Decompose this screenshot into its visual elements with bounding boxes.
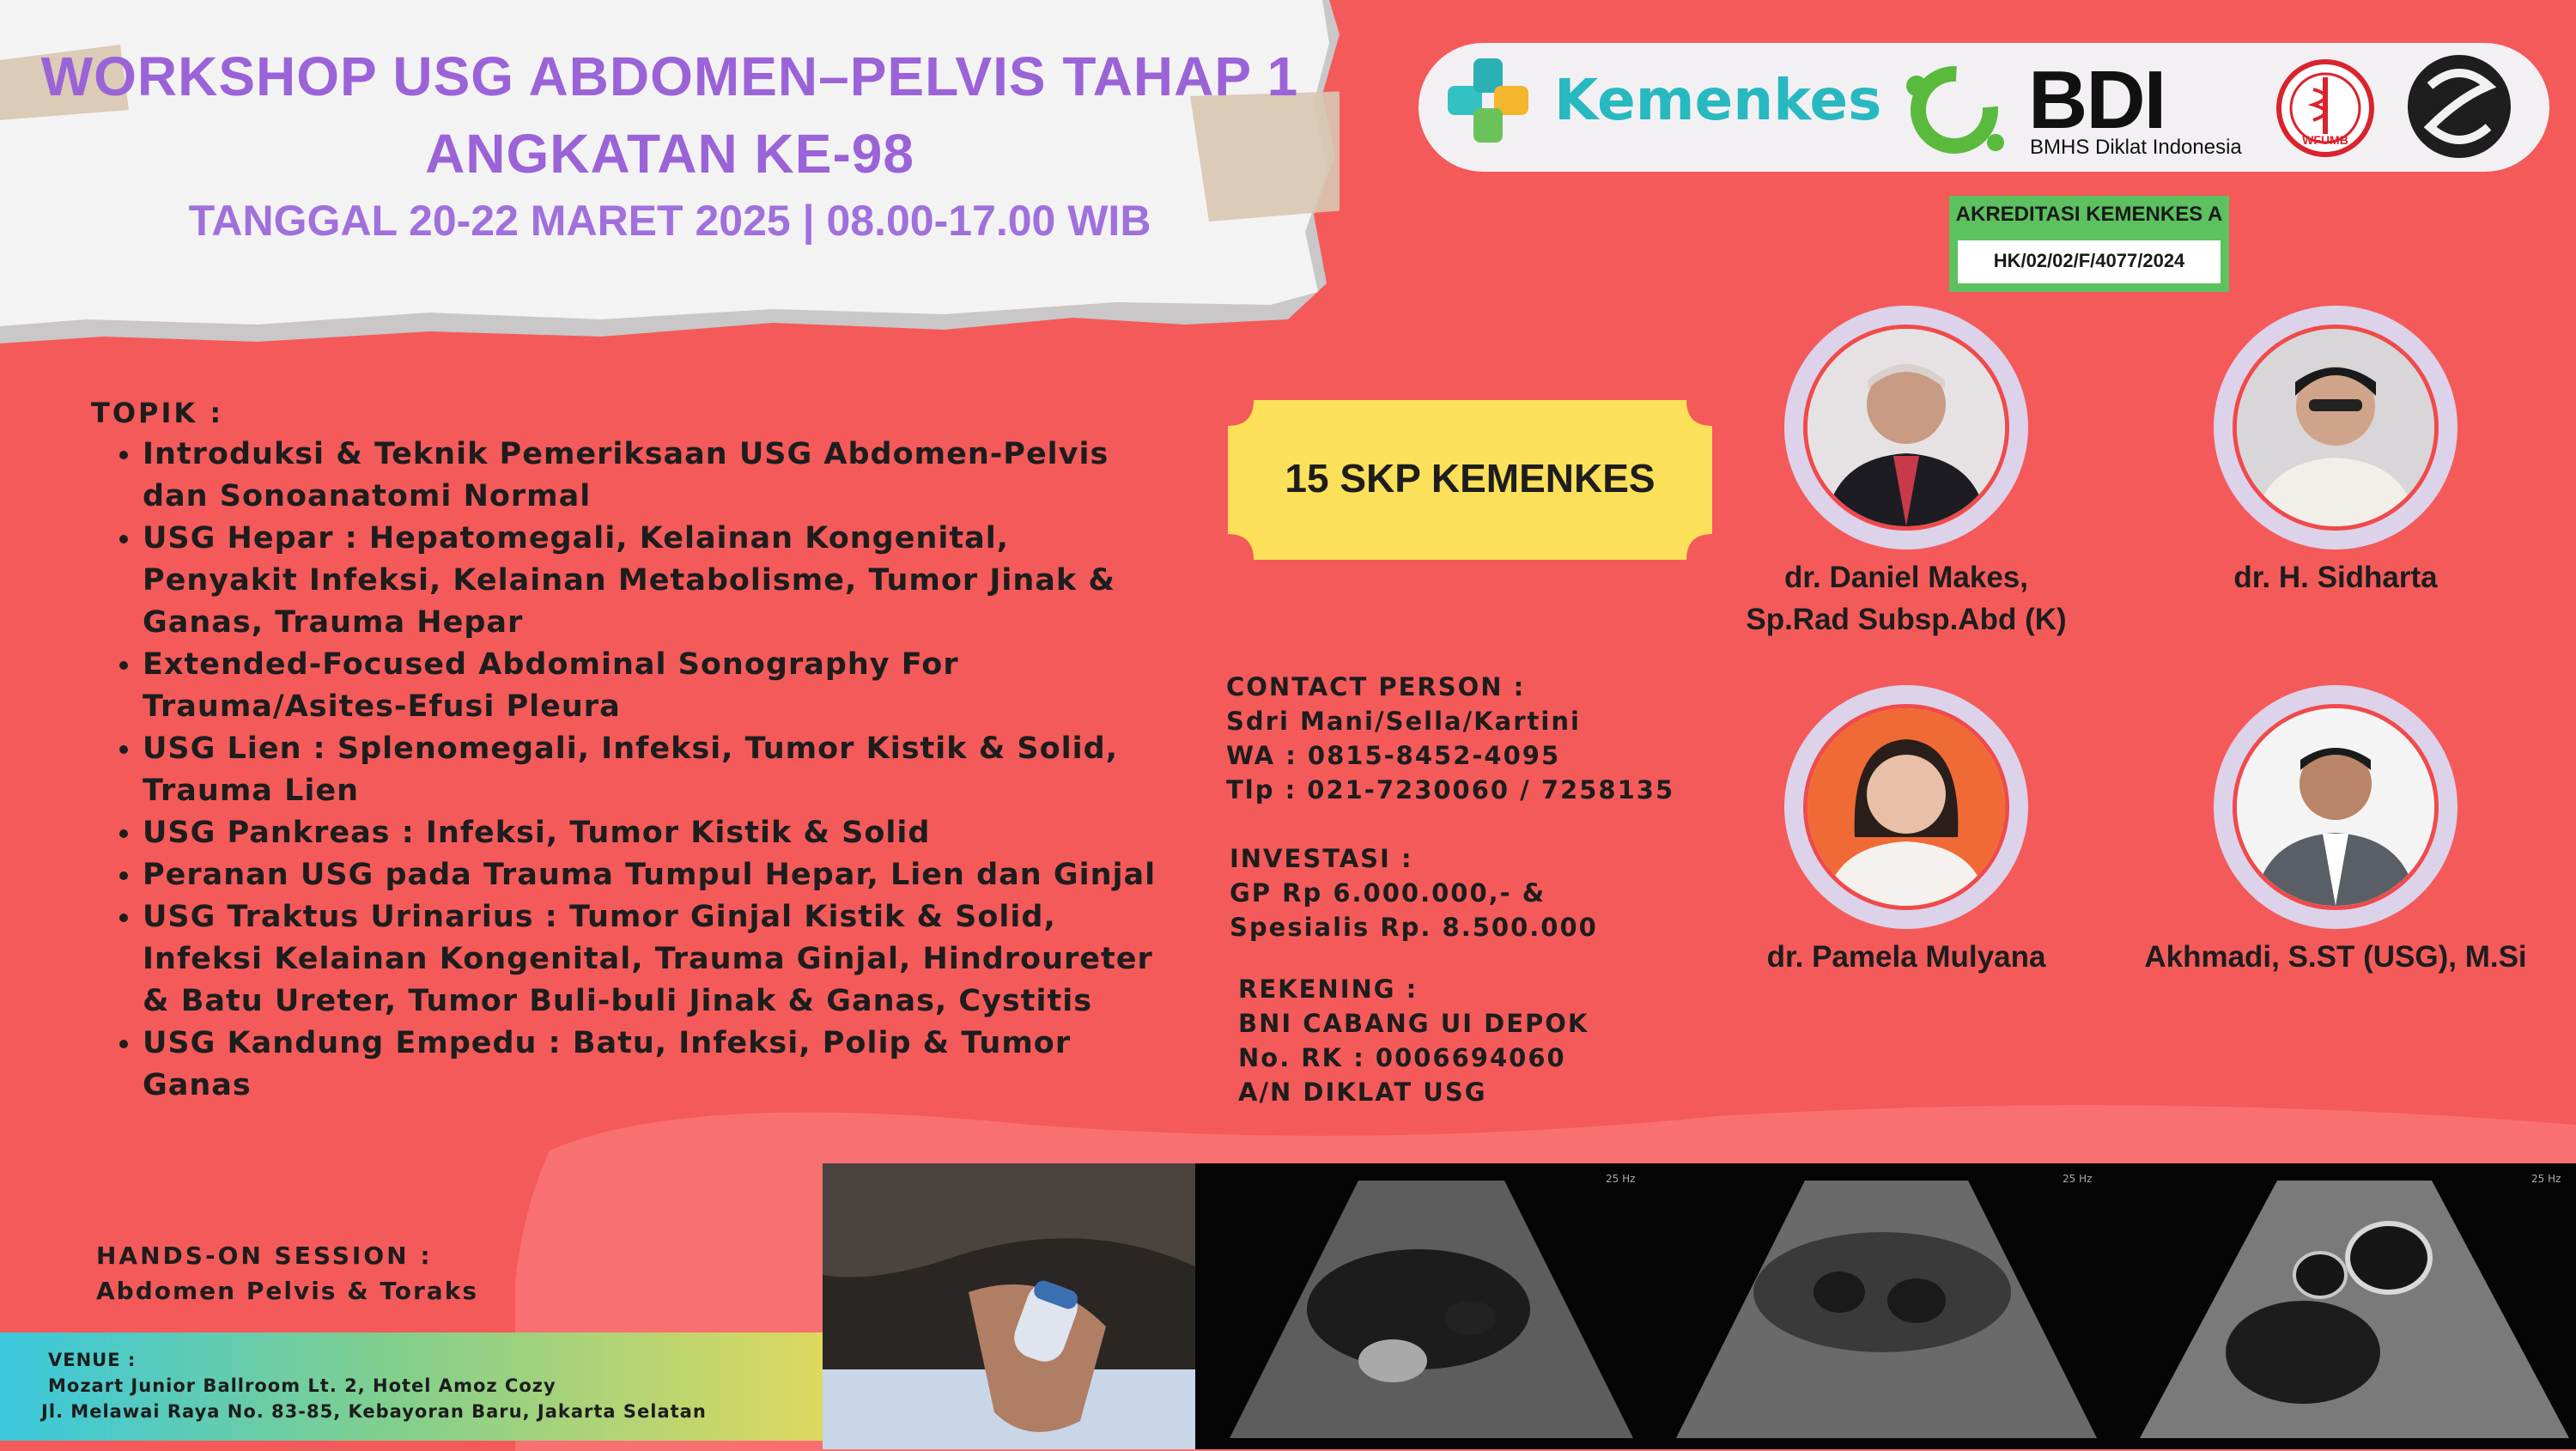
speaker-photo [2233,704,2439,910]
topic-item: • USG Kandung Empedu : Batu, Infeksi, Polip & Tumor Ganas [143,1023,1173,1107]
hands-on-value: Abdomen Pelvis & Toraks [96,1277,478,1305]
speaker-avatar-icon [2237,708,2434,906]
ultrasound-label: 25 Hz [1606,1173,1636,1185]
bdi-logo-icon [1894,60,2011,155]
contact-whatsapp: WA : 0815-8452-4095 [1226,741,1561,770]
speaker-name: dr. H. Sidharta [2233,561,2438,594]
contact-phone: Tlp : 021-7230060 / 7258135 [1226,775,1675,804]
speaker-photo [1803,325,2009,531]
kemenkes-logo-text: Kemenkes [1554,67,1882,133]
batch-title: ANGKATAN KE-98 [425,123,914,185]
topic-item: • USG Lien : Splenomegali, Infeksi, Tumor Kistik & Solid, Trauma Lien [143,728,1173,812]
ultrasound-image [1195,1163,1650,1449]
accreditation-code: HK/02/02/F/4077/2024 [1993,250,2185,271]
topic-item: • USG Hepar : Hepatomegali, Kelainan Kongenital, Penyakit Infeksi, Kelainan Metabolisme, Tumor Jinak & Ganas, Trauma Hepar [143,518,1173,644]
topics-label: TOPIK : [91,397,224,429]
hands-on-photo [823,1163,1195,1449]
ultrasound-scan-icon [2105,1163,2576,1449]
speaker-avatar-icon [1807,329,2005,526]
investment-block [1230,841,1598,944]
investment-specialist: Spesialis Rp. 8.500.000 [1230,913,1598,942]
speaker-photo-frame [1784,306,2028,549]
contact-names: Sdri Mani/Sella/Kartini [1226,707,1581,736]
speaker-name: Akhmadi, S.ST (USG), M.Si [2144,940,2527,974]
accreditation-title: AKREDITASI KEMENKES A [1955,203,2223,226]
speaker-avatar-icon [1807,708,2005,906]
topic-item: • Peranan USG pada Trauma Tumpul Hepar, Lien dan Ginjal [143,854,1173,896]
ultrasound-scan-icon [1650,1163,2105,1449]
speaker-name: dr. Daniel Makes, Sp.Rad Subsp.Abd (K) [1746,561,2067,636]
bdi-logo-subtitle: BMHS Diklat Indonesia [2030,136,2242,159]
contact-label: CONTACT PERSON : [1226,672,1526,701]
investment-label: INVESTASI : [1230,844,1413,873]
probe-photo-icon [823,1163,1195,1449]
topic-item: • USG Pankreas : Infeksi, Tumor Kistik & Solid [143,812,1173,854]
topic-item: • Introduksi & Teknik Pemeriksaan USG Abdomen-Pelvis dan Sonoanatomi Normal [143,434,1173,518]
speaker-photo [1803,704,2009,910]
account-name: A/N DIKLAT USG [1238,1078,1487,1107]
ultrasound-label: 25 Hz [2063,1173,2093,1185]
topics-list [101,434,1173,1107]
speaker-photo [2233,325,2439,531]
speaker-photo-frame [2214,685,2458,929]
investment-gp: GP Rp 6.000.000,- & [1230,878,1546,908]
wfumb-logo-icon [2275,58,2375,158]
ultrasound-image [2105,1163,2576,1449]
account-block [1238,972,1589,1109]
account-label: REKENING : [1238,974,1419,1004]
speaker-avatar-icon [2237,329,2434,526]
kemenkes-logo-icon [1441,53,1535,148]
venue-line-2: Jl. Melawai Raya No. 83-85, Kebayoran Baru, Jakarta Selatan [41,1401,707,1422]
bdi-logo-text: BDI [2028,54,2166,146]
account-number: No. RK : 0006694060 [1238,1043,1566,1072]
topic-item: • USG Traktus Urinarius : Tumor Ginjal Kistik & Solid, Infeksi Kelainan Kongenital, Trauma Ginjal, Hindroureter & Batu Ureter, Tumor Buli-buli Jinak & Ganas, Cystitis [143,896,1173,1023]
contact-block [1226,670,1674,807]
workshop-title: WORKSHOP USG ABDOMEN–PELVIS TAHAP 1 [40,46,1299,107]
venue-line-1: Mozart Junior Ballroom Lt. 2, Hotel Amoz Cozy [48,1375,556,1396]
hands-on-label: HANDS-ON SESSION : [96,1242,433,1270]
venue-label: VENUE : [48,1350,137,1370]
skp-credits: 15 SKP KEMENKES [1285,456,1656,501]
topic-item: • Extended-Focused Abdominal Sonography For Trauma/Asites-Efusi Pleura [143,644,1173,728]
ultrasound-scan-icon [1195,1163,1650,1449]
society-logo-icon [2404,52,2514,161]
ultrasound-label: 25 Hz [2531,1173,2561,1185]
account-bank: BNI CABANG UI DEPOK [1238,1009,1589,1038]
date-line: TANGGAL 20-22 MARET 2025 | 08.00-17.00 WIB [188,197,1151,245]
speaker-name: dr. Pamela Mulyana [1766,940,2046,974]
speaker-photo-frame [2214,306,2458,549]
speaker-photo-frame [1784,685,2028,929]
ultrasound-image [1650,1163,2105,1449]
wfumb-logo-text: WFUMB [2302,133,2348,147]
